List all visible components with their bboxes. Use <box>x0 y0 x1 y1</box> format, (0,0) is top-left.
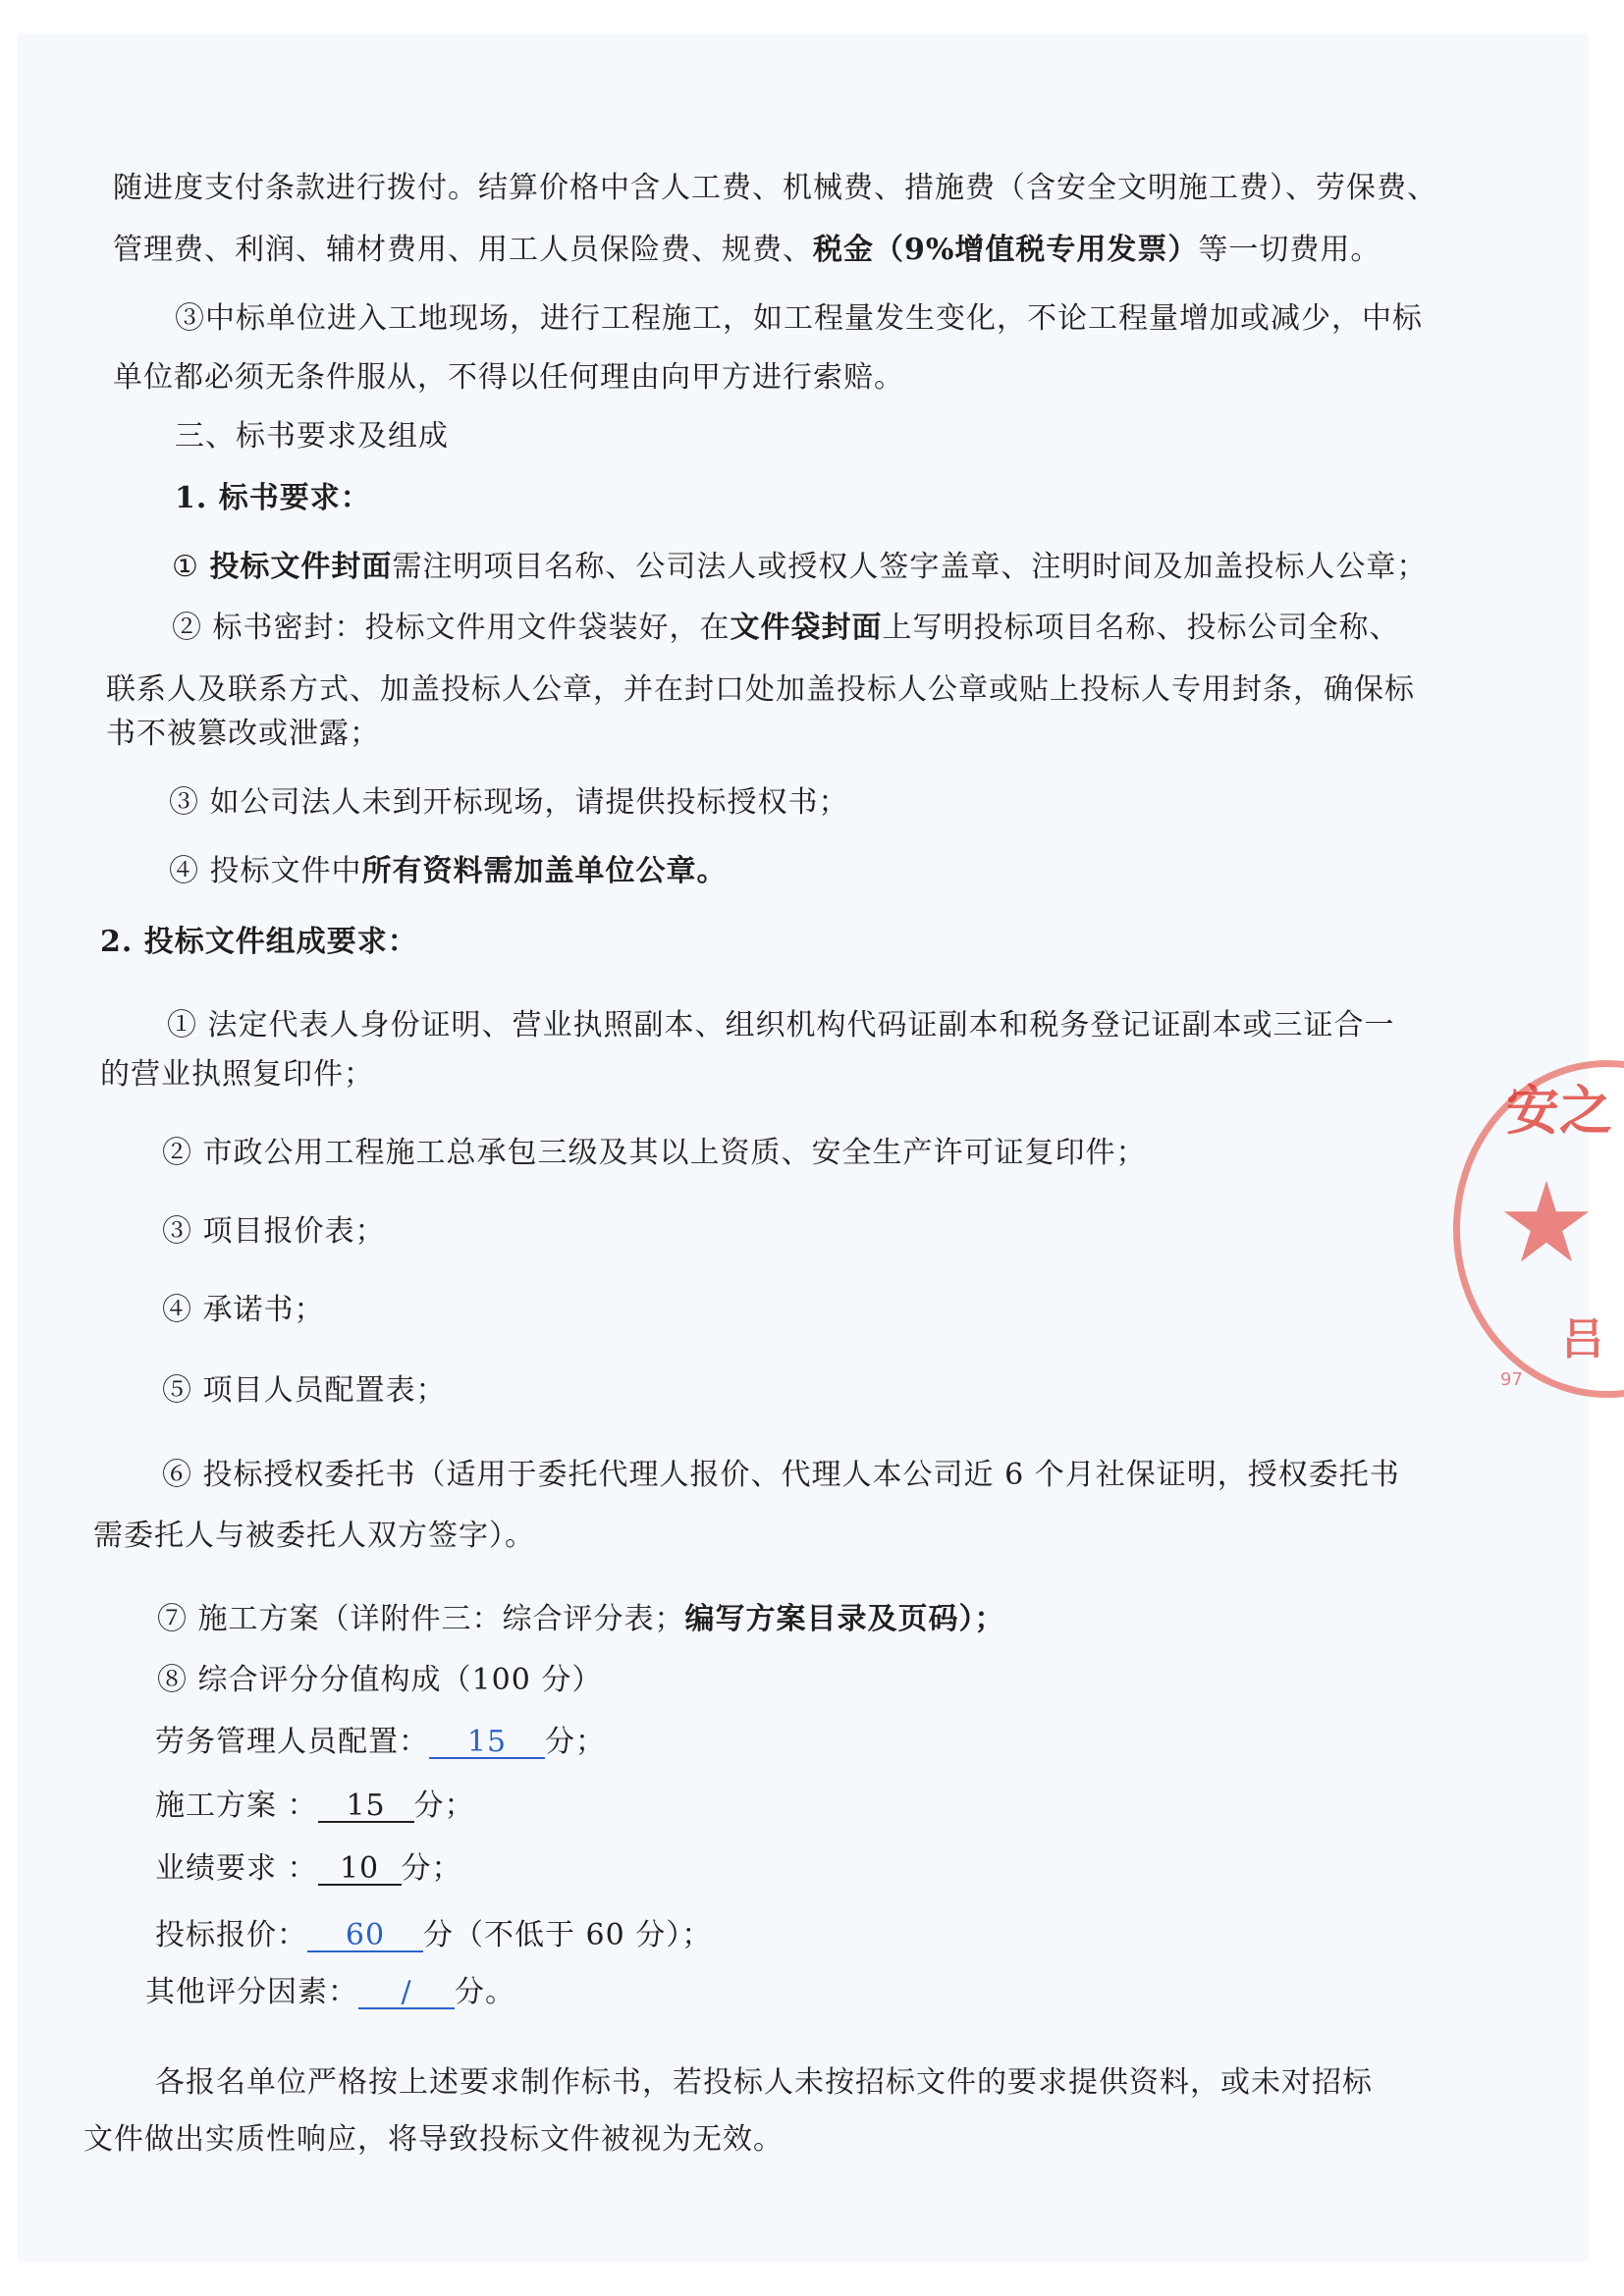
score-value: 10 <box>318 1854 402 1886</box>
paragraph-line: 随进度支付条款进行拨付。结算价格中含人工费、机械费、措施费（含安全文明施工费）、劳保费、 <box>113 171 1437 205</box>
score-unit: 分； <box>413 1789 475 1823</box>
requirement-item: ③ 如公司法人未到开标现场，请提供投标授权书； <box>169 785 849 820</box>
composition-item <box>157 1600 1005 1639</box>
bold-text: 税金（9%增值税专用发票） <box>813 233 1199 267</box>
composition-item: ⑤ 项目人员配置表； <box>162 1373 447 1408</box>
score-row <box>155 1916 712 1955</box>
paragraph-line: 联系人及联系方式、加盖投标人公章，并在封口处加盖投标人公章或贴上投标人专用封条，确保标 <box>106 672 1415 707</box>
text-span: ④ 投标文件中 <box>169 854 362 888</box>
composition-item: ⑥ 投标授权委托书（适用于委托代理人报价、代理人本公司近 6 个月社保证明，授权委托书 <box>162 1458 1400 1492</box>
item-number: ① <box>172 550 210 584</box>
composition-item: ① 法定代表人身份证明、营业执照副本、组织机构代码证副本和税务登记证副本或三证合一 <box>167 1008 1395 1042</box>
score-unit: 分； <box>401 1851 462 1886</box>
score-unit: 分； <box>545 1725 606 1759</box>
requirement-item <box>172 548 1427 587</box>
seal-number: 97 <box>1500 1369 1523 1390</box>
text-span: ⑦ 施工方案（详附件三：综合评分表； <box>157 1602 685 1636</box>
text-span: 需注明项目名称、公司法人或授权人签字盖章、注明时间及加盖投标人公章； <box>392 550 1428 584</box>
paragraph-line: 需委托人与被委托人双方签字）。 <box>93 1519 535 1553</box>
score-unit: 分。 <box>455 1975 515 2009</box>
score-value: 15 <box>318 1791 414 1823</box>
subsection-heading: 1. 标书要求： <box>175 481 371 515</box>
paragraph-line: 文件做出实质性响应，将导致投标文件被视为无效。 <box>83 2122 784 2157</box>
text-span: 上写明投标项目名称、投标公司全称、 <box>882 611 1400 645</box>
text-span: 等一切费用。 <box>1198 233 1381 267</box>
text-span: 管理费、利润、辅材费用、用工人员保险费、规费、 <box>113 233 813 267</box>
score-unit: 分（不低于 60 分）； <box>423 1918 713 1952</box>
bold-text: 编写方案目录及页码）； <box>684 1602 1005 1636</box>
score-value: 15 <box>429 1728 545 1759</box>
paragraph-line: ③中标单位进入工地现场，进行工程施工，如工程量发生变化，不论工程量增加或减少，中标 <box>175 301 1423 336</box>
score-label: 劳务管理人员配置： <box>155 1725 429 1759</box>
subsection-heading: 2. 投标文件组成要求： <box>100 925 418 959</box>
section-heading: 三、标书要求及组成 <box>175 419 449 454</box>
score-label: 施工方案 ： <box>155 1789 318 1823</box>
paragraph-line: 各报名单位严格按上述要求制作标书，若投标人未按招标文件的要求提供资料，或未对招标 <box>155 2065 1373 2100</box>
seal-text: 吕 <box>1561 1314 1604 1364</box>
seal-text: 安之 <box>1506 1080 1612 1142</box>
composition-item: ② 市政公用工程施工总承包三级及其以上资质、安全生产许可证复印件； <box>162 1136 1147 1170</box>
paragraph-line <box>113 231 1380 270</box>
bold-text: 投标文件封面 <box>209 550 393 584</box>
score-row <box>145 1973 515 2012</box>
composition-item: ③ 项目报价表； <box>162 1214 386 1249</box>
paragraph-line: 书不被篡改或泄露； <box>106 717 380 751</box>
composition-item: ⑧ 综合评分分值构成（100 分） <box>157 1663 603 1697</box>
score-row <box>155 1723 606 1762</box>
score-row <box>155 1787 475 1826</box>
score-row <box>155 1849 462 1889</box>
text-span: ② 标书密封：投标文件用文件袋装好，在 <box>172 611 731 645</box>
bold-text: 文件袋封面 <box>730 611 883 645</box>
requirement-item <box>169 852 728 891</box>
composition-item: ④ 承诺书； <box>162 1293 325 1327</box>
score-label: 业绩要求 ： <box>155 1851 318 1886</box>
score-value: 60 <box>307 1921 423 1952</box>
bold-text: 所有资料需加盖单位公章。 <box>361 854 728 888</box>
paragraph-line: 单位都必须无条件服从，不得以任何理由向甲方进行索赔。 <box>113 360 904 395</box>
requirement-item <box>172 609 1400 648</box>
score-value: / <box>358 1978 455 2009</box>
seal-star-icon <box>1502 1178 1591 1266</box>
score-label: 投标报价： <box>155 1918 307 1952</box>
paragraph-line: 的营业执照复印件； <box>100 1057 374 1092</box>
score-label: 其他评分因素： <box>145 1975 358 2009</box>
